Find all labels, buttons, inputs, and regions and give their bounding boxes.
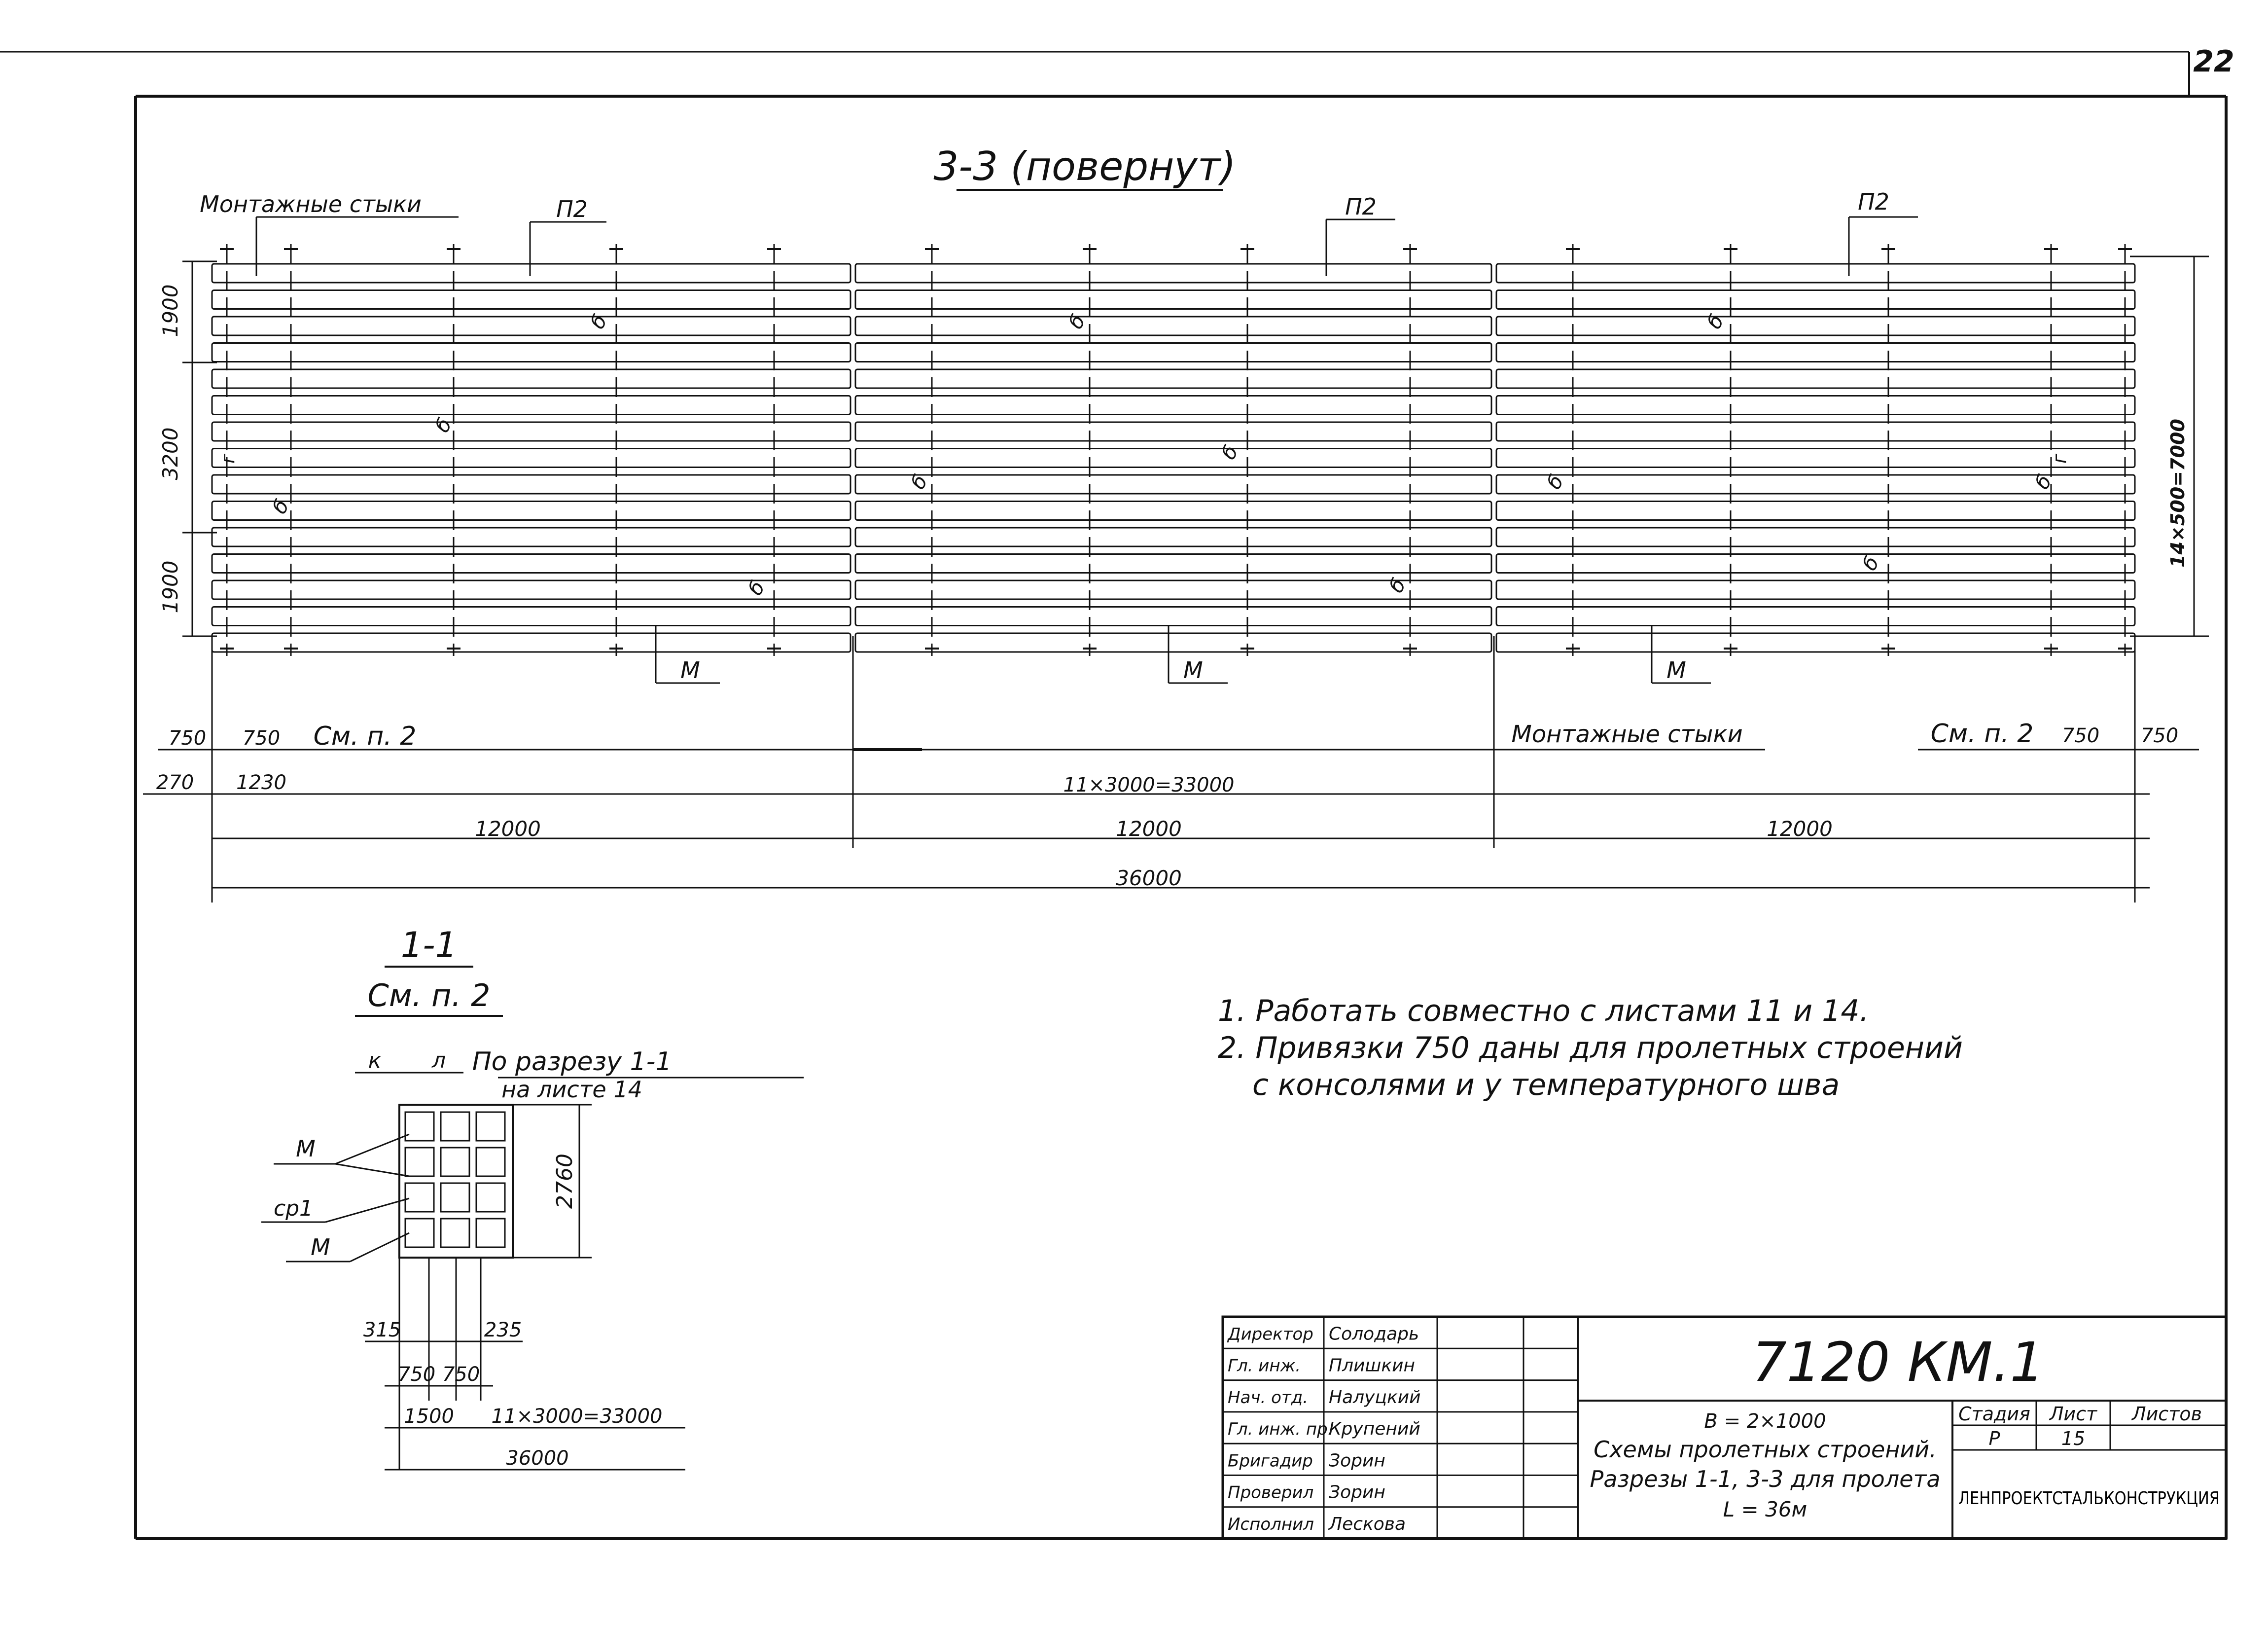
role-cell: Гл. инж. (1228, 1356, 1301, 1376)
section-1-1-subtitle: См. п. 2 (367, 977, 491, 1013)
girder-strip (855, 502, 1491, 520)
right-dim: 14×500=7000 (2167, 419, 2189, 568)
role-cell: Бригадир (1228, 1451, 1313, 1471)
girder-strip (1496, 633, 2135, 652)
section-cell (405, 1112, 434, 1141)
section-1-1-title: 1-1 (400, 925, 458, 965)
vdim-2: 3200 (158, 427, 182, 480)
dim-750-left-b: 750 (242, 727, 281, 750)
cross-section-cells (405, 1112, 505, 1247)
b-label: б (1384, 575, 1411, 597)
role-cell: Гл. инж. пр. (1228, 1419, 1333, 1440)
girder-strip (212, 475, 850, 494)
g-label: г (2049, 454, 2070, 464)
dim-750-right-b: 750 (2140, 724, 2179, 747)
girder-strip (855, 317, 1491, 335)
girder-strip (212, 607, 850, 626)
see-p2-left: См. п. 2 (313, 722, 417, 751)
section-cell (405, 1183, 434, 1212)
desc-line-4: L = 36м (1723, 1497, 1807, 1521)
vdim-1: 1900 (158, 284, 182, 337)
role-cell: Директор (1228, 1324, 1313, 1344)
girder-strip (1496, 528, 2135, 546)
girder-strip (1496, 264, 2135, 283)
b-label: б (1702, 311, 1729, 333)
k-label: к (368, 1048, 382, 1073)
b-label: б (268, 496, 294, 518)
dim-36000-b: 36000 (506, 1447, 569, 1470)
span-dim-3: 12000 (1767, 817, 1833, 841)
girder-strip (1496, 290, 2135, 309)
section-cell (476, 1112, 505, 1141)
note-3: с консолями и у температурного шва (1252, 1068, 1840, 1102)
m-label-3: М (1666, 657, 1686, 684)
ref-line-2: на листе 14 (501, 1076, 642, 1103)
name-cell: Солодарь (1329, 1324, 1419, 1344)
height-dim: 2760 (552, 1154, 577, 1209)
section-cell (441, 1219, 469, 1247)
name-cell: Налуцкий (1329, 1387, 1421, 1408)
role-cell: Нач. отд. (1228, 1387, 1309, 1408)
section-cell (476, 1219, 505, 1247)
girder-strip (212, 528, 850, 546)
girder-strip (855, 343, 1491, 362)
girder-strip (1496, 396, 2135, 415)
mount-joints-label: Монтажные стыки (200, 191, 422, 217)
girder-strip (212, 502, 850, 520)
sheets-header: Листов (2132, 1403, 2202, 1425)
section-cell (476, 1183, 505, 1212)
total-dim: 36000 (1116, 866, 1182, 890)
section-cell (441, 1183, 469, 1212)
b-label: б (430, 414, 457, 436)
name-cell: Плишкин (1329, 1355, 1416, 1376)
girder-strip (212, 369, 850, 388)
girder-strip (1496, 343, 2135, 362)
girder-strip (1496, 580, 2135, 599)
drawing-code: 7120 КМ.1 (1752, 1331, 2045, 1394)
mount-joints-row: Монтажные стыки (1511, 721, 1743, 748)
dim-270: 270 (156, 771, 194, 794)
girder-strip (855, 554, 1491, 573)
p2-label-2: П2 (1345, 193, 1377, 220)
girder-strip (1496, 369, 2135, 388)
section-cell (405, 1219, 434, 1247)
organization: ЛЕНПРОЕКТСТАЛЬКОНСТРУКЦИЯ (1958, 1488, 2220, 1509)
section-cell (441, 1112, 469, 1141)
vdim-3: 1900 (158, 560, 182, 614)
b-label: б (1542, 471, 1568, 493)
girder-strip (855, 633, 1491, 652)
b-label: б (586, 311, 612, 333)
b-label: б (1217, 441, 1243, 464)
desc-line-1: В = 2×1000 (1704, 1410, 1826, 1433)
dim-315: 315 (363, 1319, 401, 1341)
span-dim-1: 12000 (475, 817, 541, 841)
note-1: 1. Работать совместно с листами 11 и 14. (1218, 994, 1869, 1028)
sheet-value: 15 (2061, 1428, 2086, 1449)
leader (335, 1134, 409, 1164)
desc-line-2: Схемы пролетных строений. (1594, 1436, 1937, 1463)
girder-strip (855, 369, 1491, 388)
dim-750-left-a: 750 (168, 727, 207, 750)
m-label-1: М (680, 657, 700, 684)
m-label-b: М (311, 1234, 330, 1261)
girder-strip (212, 396, 850, 415)
girder-strip (1496, 317, 2135, 335)
girder-strip (855, 396, 1491, 415)
girder-strip (212, 633, 850, 652)
section-cell (476, 1148, 505, 1176)
girder-strip (855, 449, 1491, 468)
note-2: 2. Привязки 750 даны для пролетных строений (1218, 1031, 1963, 1065)
girder-strip (212, 422, 850, 441)
title-block-rows (1223, 1324, 1578, 1534)
girder-strip (1496, 554, 2135, 573)
g-label: г (217, 454, 239, 464)
desc-line-3: Разрезы 1-1, 3-3 для пролета (1590, 1466, 1941, 1492)
girder-strip (212, 554, 850, 573)
girder-grid (212, 244, 2135, 656)
girder-strip (855, 290, 1491, 309)
sheet-header: Лист (2049, 1403, 2097, 1425)
name-cell: Лескова (1329, 1514, 1406, 1534)
b-label: б (744, 577, 770, 599)
sp1-label: ср1 (273, 1196, 314, 1221)
girder-strip (855, 422, 1491, 441)
ref-line-1: По разрезу 1-1 (472, 1047, 672, 1077)
girder-strip (212, 264, 850, 283)
m-label-a: М (296, 1135, 316, 1162)
dim-11x3000: 11×3000=33000 (1063, 774, 1235, 796)
page-number: 22 (2193, 44, 2234, 79)
name-cell: Зорин (1329, 1450, 1385, 1471)
girder-strip (212, 449, 850, 468)
girder-strip (212, 343, 850, 362)
section-cell (405, 1148, 434, 1176)
girder-strip (1496, 607, 2135, 626)
m-label-2: М (1183, 657, 1203, 684)
p2-label-1: П2 (556, 196, 588, 222)
b-label: б (1064, 311, 1090, 333)
leader (335, 1164, 409, 1176)
dim-1230: 1230 (236, 771, 286, 794)
stage-value: Р (1988, 1428, 2000, 1449)
girder-strip (1496, 422, 2135, 441)
l-label: л (431, 1048, 446, 1073)
name-cell: Зорин (1329, 1482, 1385, 1503)
role-cell: Исполнил (1228, 1515, 1314, 1534)
dim-235: 235 (484, 1319, 522, 1341)
b-label: б (2030, 471, 2056, 493)
dim-750a: 750 (397, 1363, 436, 1386)
dim-750b: 750 (442, 1363, 480, 1386)
section-3-3-title: 3-3 (повернут) (933, 144, 1236, 189)
span-dim-2: 12000 (1116, 817, 1182, 841)
leader (325, 1198, 409, 1222)
girder-strip (855, 475, 1491, 494)
dim-1500: 1500 (404, 1405, 454, 1428)
girder-strip (1496, 502, 2135, 520)
girder-strip (212, 317, 850, 335)
girder-strip (855, 607, 1491, 626)
p2-label-3: П2 (1858, 188, 1889, 215)
b-label: б (1858, 552, 1884, 575)
see-p2-right: См. п. 2 (1930, 719, 2034, 749)
girder-strip (855, 264, 1491, 283)
section-cell (441, 1148, 469, 1176)
cross-section-outline (399, 1105, 513, 1258)
girder-strip (1496, 449, 2135, 468)
role-cell: Проверил (1228, 1482, 1314, 1503)
dim-750-right-a: 750 (2061, 724, 2100, 747)
name-cell: Крупений (1329, 1419, 1420, 1440)
girder-strip (212, 290, 850, 309)
dim-11x3000-b: 11×3000=33000 (491, 1405, 663, 1428)
b-label: б (906, 471, 932, 493)
girder-strip (855, 528, 1491, 546)
stage-header: Стадия (1958, 1403, 2030, 1425)
